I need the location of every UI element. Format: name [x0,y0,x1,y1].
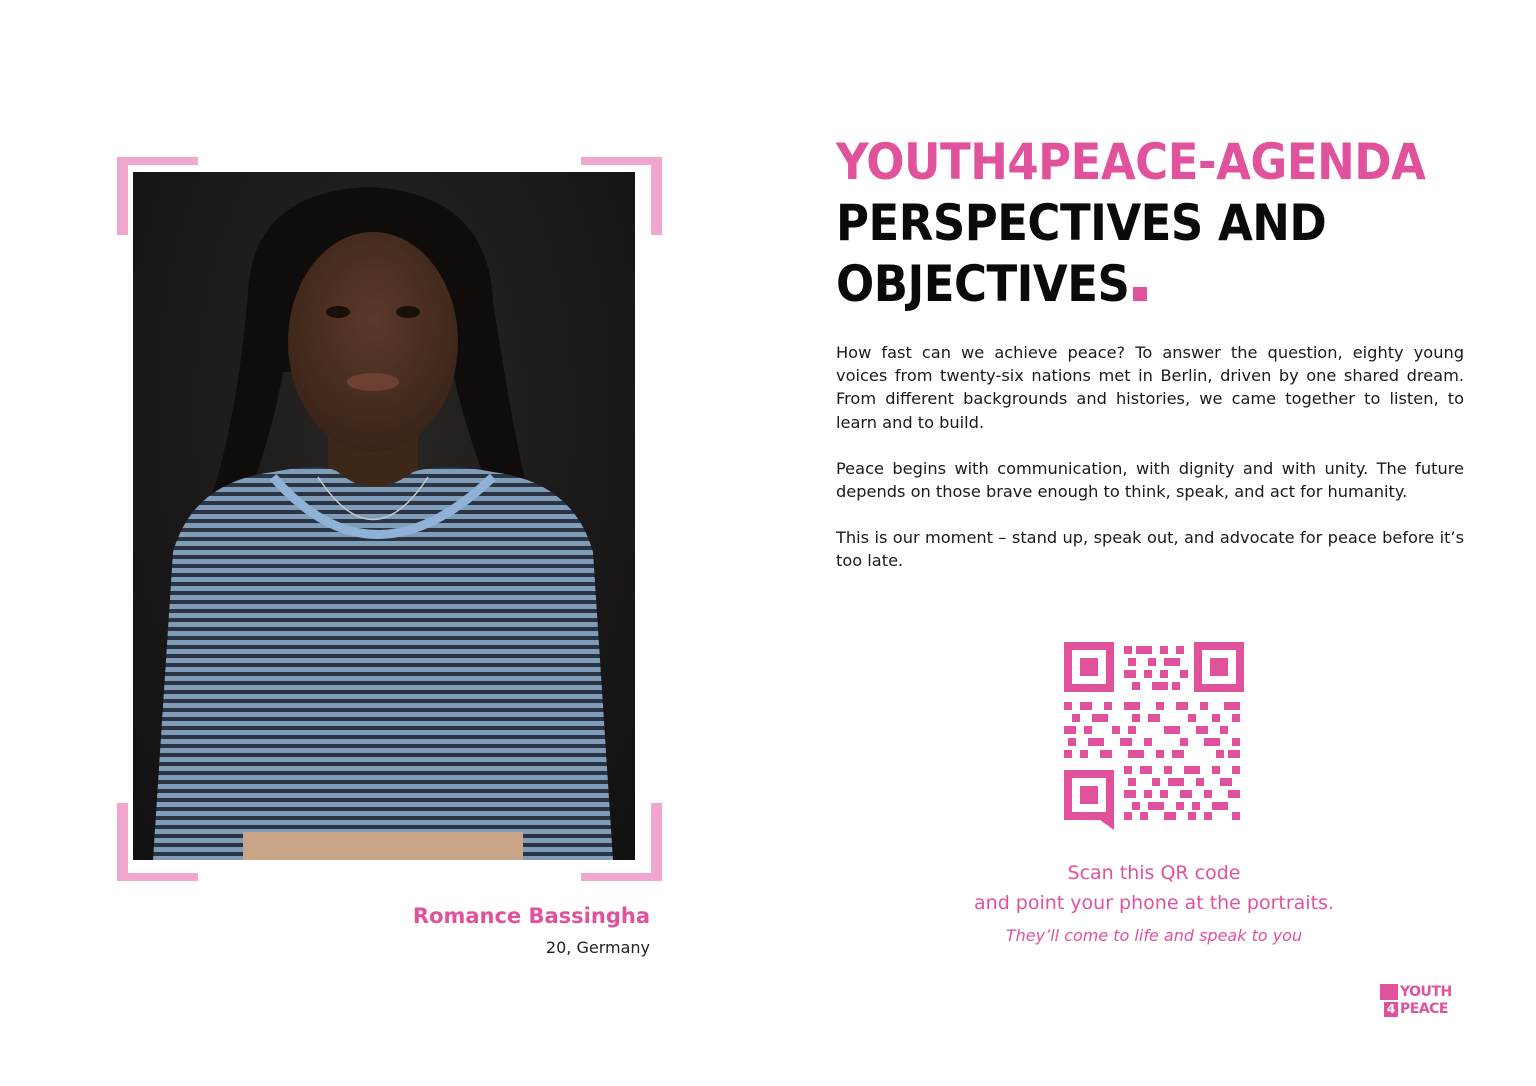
logo-text-bottom: PEACE [1400,1001,1448,1017]
logo-text-top: YOUTH [1400,984,1452,1000]
qr-code-icon[interactable] [1064,642,1244,830]
portrait-photo [133,172,635,860]
title-line-2: PERSPECTIVES AND [836,194,1327,252]
youth4peace-logo [1380,984,1476,1018]
qr-instruction-line-1: Scan this QR code [1067,862,1241,884]
portrait-age-country: 20, Germany [545,938,650,957]
logo-digit: 4 [1384,1002,1398,1017]
title-line-1: YOUTH4PEACE-AGENDA [836,133,1426,191]
qr-instruction-line-2: and point your phone at the portraits. [974,892,1334,914]
title-accent-square [1133,287,1147,301]
body-text [836,341,1464,596]
paragraph-2: Peace begins with communication, with dignity and with unity. The future depends on those brave enough to think, speak, and act for humanity. [836,458,1464,502]
logo-square-icon [1380,984,1398,1000]
qr-instruction-tagline: They’ll come to life and speak to you [1005,926,1303,945]
page-title [836,132,1456,315]
paragraph-3: This is our moment – stand up, speak out, and advocate for peace before it’s too late. [836,528,1464,571]
paragraph-1: How fast can we achieve peace? To answer the question, eighty young voices from twenty-six nations met in Berlin, driven by one shared dream. From different backgrounds and histories, we came together to listen, to learn and to build. [836,343,1464,432]
portrait-name: Romance Bassingha [412,904,650,928]
title-line-3: OBJECTIVES [836,255,1130,313]
